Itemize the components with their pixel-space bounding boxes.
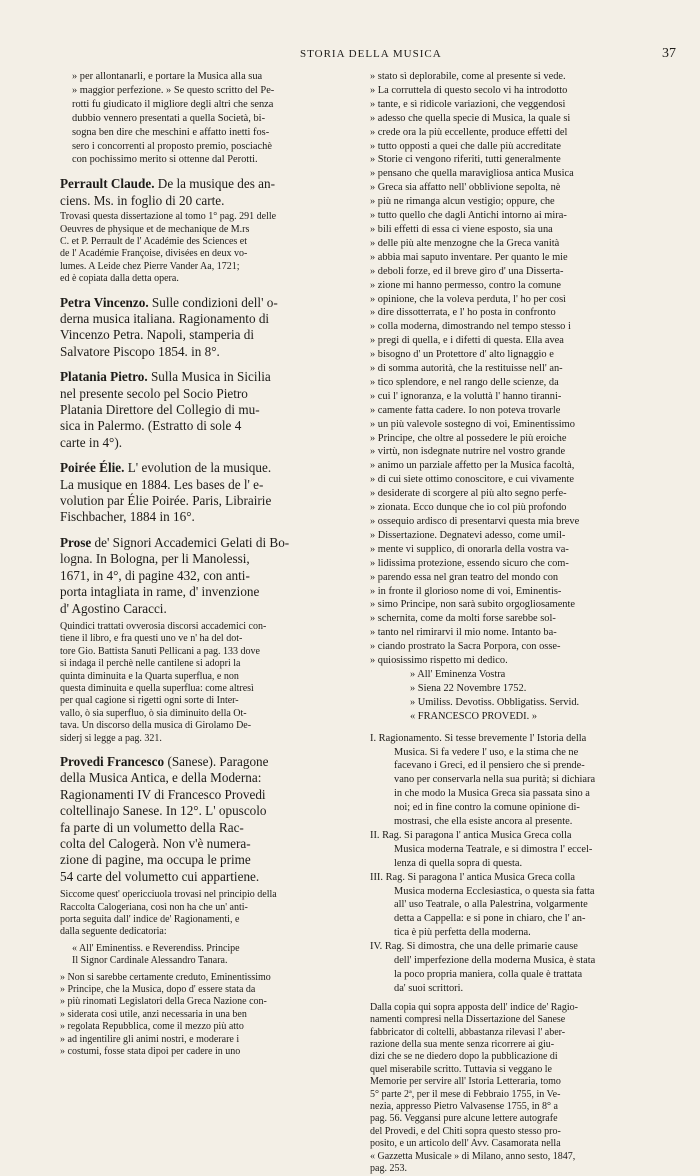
entry-author: Perrault Claude.	[60, 176, 155, 192]
list-item: II. Rag. Si paragona l' antica Musica Greca colla Musica moderna Teatrale, e si dimostra l' eccel- lenza di quella sopra di questa.	[370, 829, 593, 869]
list-item: I. Ragionamento. Si tesse brevemente l' Istoria della Musica. Si fa vedere l' uso, e la stima che ne facevano i Greci, ed il pensiero che si prende- vano per conservarla nella sua purità; si dichiara in che modo la Musica Greca sia passata sino a noi; ed in fine contro la comune opinione di- mostrasi, che ella esiste ancora al presente.	[370, 732, 596, 828]
entry-note: Siccome quest' opericciuola trovasi nel principio della Raccolta Calogeriana, così non ha che un' anti- porta seguita dall' indice de' Ragionamenti, e dalla seguente dedicatoria:	[60, 889, 277, 938]
entry-poiree	[60, 460, 378, 526]
entry-author: Prose	[60, 534, 92, 550]
left-column	[60, 70, 378, 1058]
entry-note: Quindici trattati ovverosia discorsi accademici con- tiene il libro, e fra questi uno ve n' ha del dot- tore Gio. Battista Sanuti Pellicani a pag. 133 dove si indaga il perchè nelle cantilene si adopri la quinta diminuita e la Quarta superflua, e non questa diminuita e quella superflua: come altresì per qual cagione si rigetti ogni sorte di Inter- vallo, ò sia superfluo, ò sia diminuito della Ot- tava. Un discorso della musica di Girolamo De- siderj si legge a pag. 321.	[60, 620, 267, 744]
entry-perrault	[60, 176, 378, 209]
entry-title: L' evolution de la musique. La musique en 1884. Les bases de l' e- volution par Élie Poirée. Paris, Librairie Fischbacher, 1884 in 16°.	[60, 460, 272, 525]
right-column	[370, 70, 686, 1175]
dedication-signoff: » All' Eminenza Vostra » Siena 22 Novembre 1752. » Umiliss. Devotiss. Obbligatiss. Servid. « FRANCESCO PROVEDI. »	[410, 668, 580, 722]
page-number: 37	[662, 46, 676, 61]
entry-author: Poirée Élie.	[60, 460, 125, 476]
dedication-text: » Non si sarebbe certamente creduto, Eminentissimo » Principe, che la Musica, dopo d' essere stata da » più rinomati Legislatori della Greca Nazione con- » siderata così utile, anzi necessaria in una ben » regolata Repubblica, come il mezzo più atto » ad ingentilire gli animi nostri, e moderare i » costumi, fosse stata dipoi per cadere in uno	[60, 971, 271, 1058]
page-header	[0, 46, 700, 66]
entry-title: Sulle condizioni dell' o- derna musica italiana. Ragionamento di Vincenzo Petra. Napoli, stamperia di Salvatore Piscopo 1854. in 8°.	[60, 294, 278, 359]
dedication-address: « All' Eminentiss. e Reverendiss. Principe Il Signor Cardinale Alessandro Tanara.	[72, 942, 240, 967]
entry-author: Platania Pietro.	[60, 369, 148, 385]
list-item: III. Rag. Si paragona l' antica Musica Greca colla Musica moderna Ecclesiastica, o questa sia fatta all' uso Teatrale, o alla Palestrina, volgarmente detta a Cappella: e si pone in chiaro, che l' an- tica è più perfetta della moderna.	[370, 871, 595, 939]
entry-provedi	[60, 754, 378, 885]
entry-title: de' Signori Accademici Gelati di Bo- logna. In Bologna, per li Manolessi, 1671, in 4°, di pagine 432, con anti- porta intagliata in rame, d' invenzione d' Agostino Caracci.	[60, 534, 290, 616]
running-title: STORIA DELLA MUSICA	[300, 48, 442, 60]
entry-author: Petra Vincenzo.	[60, 294, 149, 310]
entry-title: De la musique des an- ciens. Ms. in foglio di 20 carte.	[60, 176, 275, 208]
continuation-text: » per allontanarli, e portare la Musica alla sua » maggior perfezione. » Se questo scritto del Pe- rotti fu giudicato il migliore degli altri che senza dubbio vennero presentati a quella Società, bi- sogna ben dire che meschini e affatto inetti fos- sero i concorrenti al proposto premio, posciachè con pochissimo merito si ottenne dal Perotti.	[72, 71, 275, 166]
entry-title: (Sanese). Paragone della Musica Antica, e della Moderna: Ragionamenti IV di Francesco Provedi coltellinajo Sanese. In 12°. L' opuscolo fa parte di un volumetto della Rac- colta del Calogerà. Non v'è numera- zione di pagine, ma occupa le prime 54 carte del volumetto cui appartiene.	[60, 753, 269, 884]
list-item: IV. Rag. Si dimostra, che una delle primarie cause dell' imperfezione della moderna Musica, è stata la poco propria maniera, colla quale è trattata da' suoi scrittori.	[370, 941, 596, 994]
dedication-continuation: » stato sì deplorabile, come al presente si vede. » La corruttela di questo secolo vi ha introdotto » tante, e sì ridicole variazioni, che veggendosi » adesso che quella specie di Musica, la quale si » crede ora la più eccellente, produce effetti del » tutto opposti a quei che dalle più accreditate » Storie ci vengono riferiti, tutti generalmente » pensano che quella maravigliosa antica Musica » Greca sia affatto nell' obblivione sepolta, nè » più ne rimanga alcun vestigio; oppure, che » tutto quello che dagli Antichi intorno ai mira- » bili effetti di essa ci viene esposto, sia una » delle più alte menzogne che la Greca vanità » abbia mai saputo inventare. Per quanto le mie » deboli forze, ed il breve giro d' una Disserta- » zione mi hanno permesso, contro la comune » opinione, che la voleva perduta, l' ho per così » dire dissotterrata, e l' ho posta in confronto » colla moderna, dimostrando nel tempo stesso i » pregi di quella, e i difetti di questa. Ella avea » bisogno d' un Protettore d' alto lignaggio e » di somma autorità, che la restituisse nell' an- » tico splendore, e nel rango delle scienze, da » cui l' ignoranza, e la voluttà l' hanno tiranni- » camente fatta cadere. Io non poteva trovarle » un più valevole sostegno di voi, Eminentissimo » Principe, che oltre al possedere le più eroiche » virtù, non isdegnate nutrire nel vostro grande » animo un parziale affetto per la Musica facoltà, » di cui siete ottimo conoscitore, e cui vivamente » desiderate di scorgere al più alto segno perfe- » zionata. Ecco dunque che io col più profondo » ossequio ardisco di presentarvi questa mia breve » Dissertazione. Degnatevi adesso, come umil- » mente vi supplico, di onorarla della vostra va- » lidissima protezione, essendo sicuro che com- » parendo essa nel gran teatro del mondo con » in fronte il glorioso nome di voi, Eminentis- » simo Principe, non sarà subito orgogliosamente » schernita, come da molti forse sarebbe sol- » tanto nel rimirarvi il mio nome. Intanto ba- » ciando prostrato la Sacra Porpora, con osse- » quiosissimo rispetto mi dedico.	[370, 71, 580, 667]
entry-prose	[60, 535, 378, 617]
ragionamenti-list	[370, 732, 686, 996]
closing-note: Dalla copia qui sopra apposta dell' indice de' Ragio- namenti compresi nella Dissertazione del Sanese fabbricator di coltelli, abbastanza rilevasi l' aber- razione della sua mente senza ricorrere ai giu- dizi che se ne diedero dopo la pubblicazione di quel miserabile scritto. Tuttavia si veggano le Memorie per servire all' Istoria Letteraria, tomo 5° parte 2ª, per il mese di Febbraio 1755, in Ve- nezia, appresso Pietro Valvasense 1755, in 8° a pag. 56. Veggansi pure alcune lettere autografe del Provedi, e del Chiti sopra questo stesso pro- posito, e un articolo dell' Avv. Casamorata nella « Gazzetta Musicale » di Milano, anno sesto, 1847, pag. 253.	[370, 1001, 578, 1175]
entry-author: Provedi Francesco	[60, 753, 165, 769]
entry-title: Sulla Musica in Sicilia nel presente secolo pel Socio Pietro Platania Direttore del Collegio di mu- sica in Palermo. (Estratto di sole 4 carte in 4°).	[60, 369, 271, 450]
entry-petra	[60, 295, 378, 361]
entry-note: Trovasi questa dissertazione al tomo 1° pag. 291 delle Oeuvres de physique et de mechanique de M.rs C. et P. Perrault de l' Académie des Sciences et de l' Académie Françoise, divisées en deux vo- lumes. A Leide chez Pierre Vander Aa, 1721; ed è copiata dalla detta opera.	[60, 211, 277, 285]
entry-platania	[60, 369, 378, 451]
